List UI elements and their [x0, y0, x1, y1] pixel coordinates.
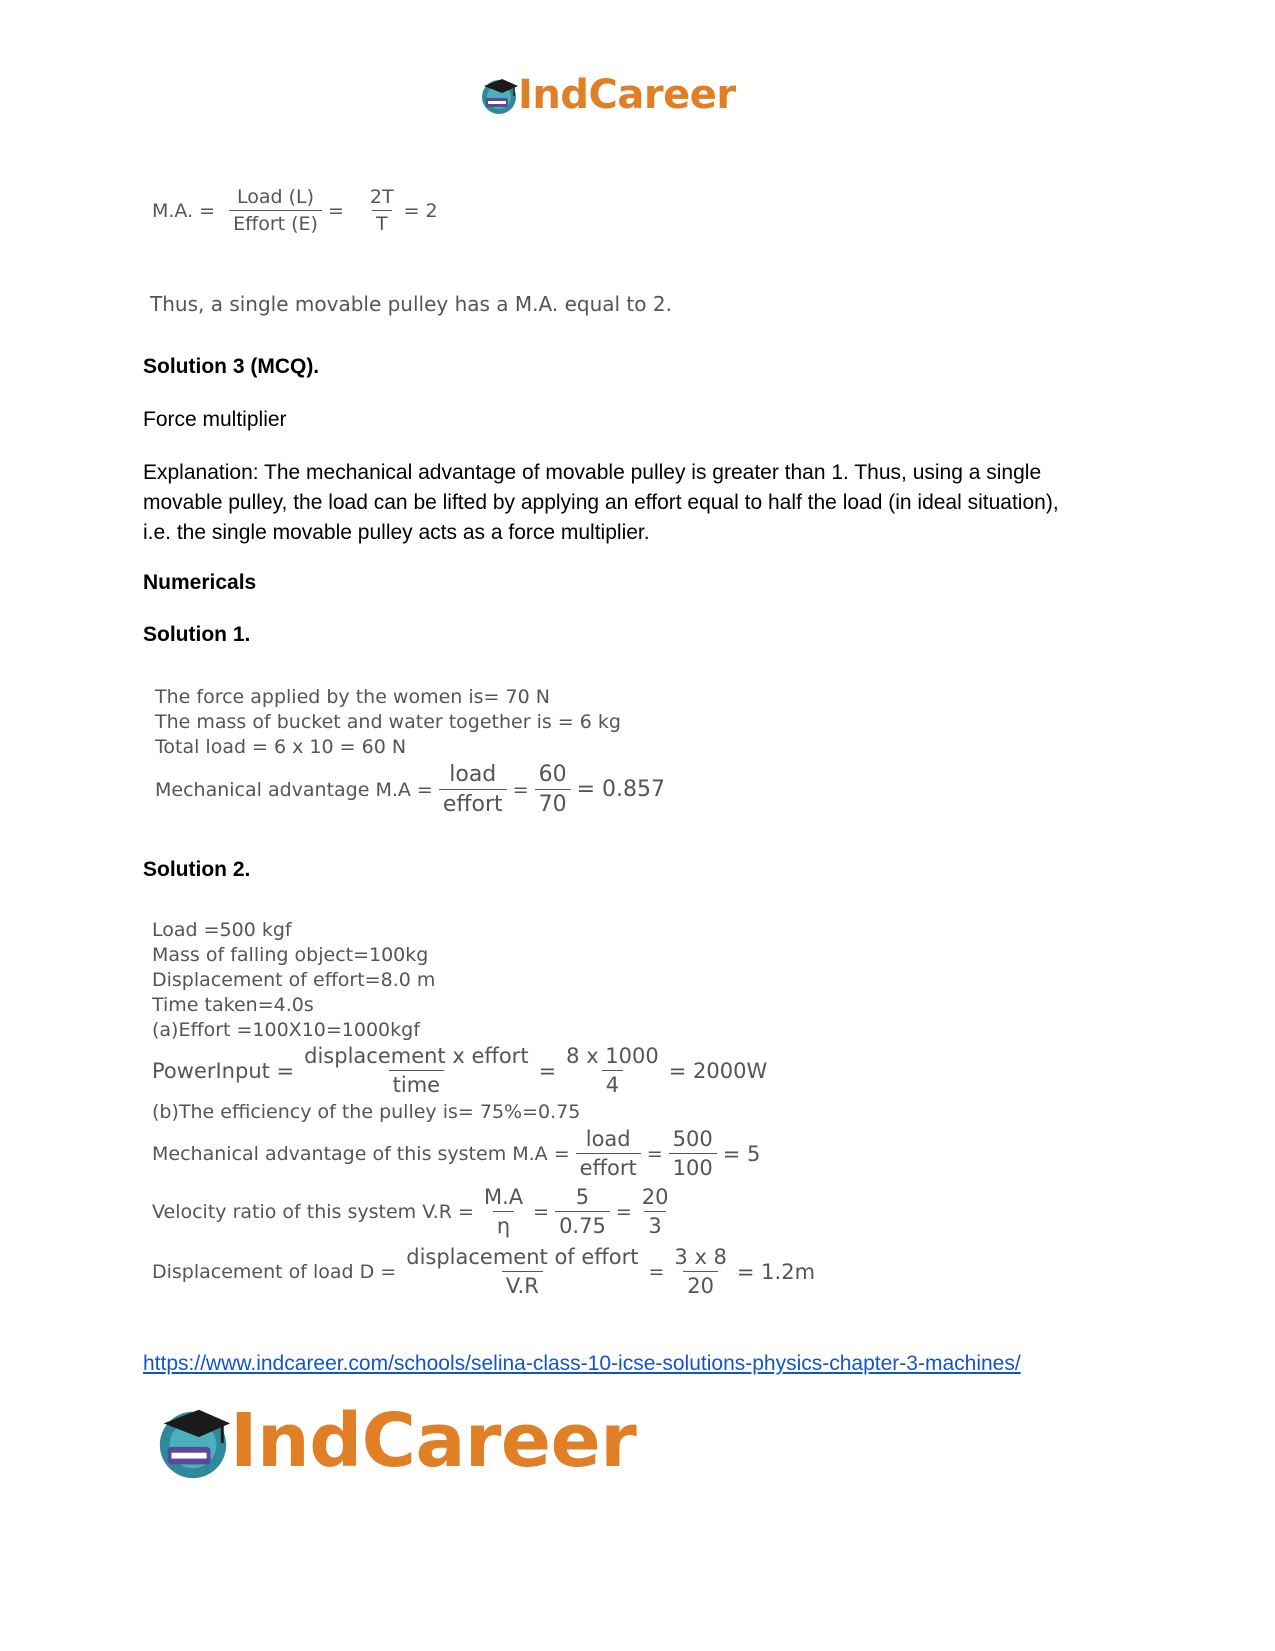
result: = 0.857 [576, 777, 666, 802]
fraction [669, 1127, 717, 1180]
numerator: 3 x 8 [674, 1245, 727, 1269]
result: = 1.2m [736, 1259, 816, 1284]
displacement-of-load-equation [152, 1245, 815, 1298]
footer-link[interactable]: https://www.indcareer.com/schools/selina-class-10-icse-solutions-physics-chapter-3-machines/ [143, 1352, 1021, 1375]
thus-line: Thus, a single movable pulley has a M.A. equal to 2. [150, 292, 672, 316]
denominator: 70 [535, 789, 571, 817]
fraction [555, 1185, 610, 1238]
numerator: 5 [575, 1185, 590, 1209]
numerator: displacement of effort [406, 1245, 639, 1269]
ma-equation [152, 186, 438, 235]
numerator: 60 [538, 762, 567, 787]
denominator: η [493, 1211, 514, 1238]
fraction [300, 1044, 532, 1097]
numerator: Load (L) [237, 186, 315, 208]
denominator: V.R [502, 1271, 543, 1298]
numerator: M.A [483, 1185, 524, 1209]
fraction [670, 1245, 731, 1298]
denominator: 100 [669, 1153, 717, 1180]
denominator: Effort (E) [229, 210, 322, 235]
given-line: Mass of falling object=100kg [152, 944, 429, 966]
given-line: Time taken=4.0s [152, 994, 314, 1016]
given-line: Total load = 6 x 10 = 60 N [155, 736, 407, 758]
eq-label: Mechanical advantage M.A = [155, 778, 433, 801]
denominator: 3 [644, 1211, 665, 1238]
fraction [366, 186, 398, 235]
fraction [562, 1044, 663, 1097]
fraction [229, 186, 322, 235]
eq-label: Displacement of load D = [152, 1260, 397, 1283]
numericals-heading: Numericals [143, 571, 257, 594]
result: = 2 [403, 199, 438, 222]
denominator: effort [439, 789, 507, 817]
fraction [402, 1245, 642, 1298]
equals: = [538, 1058, 557, 1083]
solution-2-heading: Solution 2. [143, 858, 251, 881]
logo-text: IndCareer [518, 72, 736, 118]
ma-system-equation [152, 1127, 760, 1180]
fraction [439, 762, 507, 817]
eq-label: M.A. = [152, 199, 216, 222]
power-input-equation [152, 1044, 767, 1097]
denominator: T [372, 210, 392, 235]
numerator: 20 [641, 1185, 669, 1209]
given-line: Displacement of effort=8.0 m [152, 969, 436, 991]
given-line: The mass of bucket and water together is = 6 kg [155, 711, 621, 733]
denominator: 4 [602, 1070, 623, 1097]
solution-1-ma-equation [155, 762, 665, 817]
equals: = [533, 1200, 550, 1223]
numerator: load [585, 1127, 631, 1151]
result: = 5 [722, 1141, 761, 1166]
denominator: 20 [683, 1271, 718, 1298]
denominator: time [389, 1070, 444, 1097]
solution-3-heading: Solution 3 (MCQ). [143, 355, 320, 378]
eq-label: Velocity ratio of this system V.R = [152, 1200, 474, 1223]
eq-label: Mechanical advantage of this system M.A = [152, 1142, 570, 1165]
given-line: The force applied by the women is= 70 N [155, 686, 550, 708]
footer-logo [152, 1398, 636, 1484]
given-line: (a)Effort =100X10=1000kgf [152, 1019, 420, 1041]
fraction [576, 1127, 641, 1180]
solution-1-heading: Solution 1. [143, 623, 251, 646]
solution-3-answer: Force multiplier [143, 408, 287, 431]
denominator: 0.75 [555, 1211, 610, 1238]
graduation-cap-globe-icon [152, 1400, 234, 1482]
equals: = [648, 1260, 665, 1283]
logo-text: IndCareer [230, 1398, 637, 1484]
equals: = [615, 1200, 632, 1223]
velocity-ratio-equation [152, 1185, 678, 1238]
fraction [535, 762, 571, 817]
solution-3-explanation: Explanation: The mechanical advantage of movable pulley is greater than 1. Thus, using a single movable pulley, the load can be lifted by applying an effort equal to half the load (in ideal situation), i.e. the single movable pulley acts as a force multiplier. [143, 461, 1059, 544]
equals: = [512, 778, 529, 801]
numerator: 8 x 1000 [566, 1044, 659, 1068]
solution-2-given [152, 918, 435, 1043]
equals: = [327, 199, 344, 222]
eq-label: PowerInput = [152, 1058, 295, 1083]
numerator: load [449, 762, 497, 787]
solution-1-body [155, 685, 621, 760]
given-line: Load =500 kgf [152, 919, 292, 941]
fraction [480, 1185, 527, 1238]
numerator: 2T [369, 186, 394, 208]
fraction [638, 1185, 673, 1238]
numerator: displacement x effort [304, 1044, 529, 1068]
numerator: 500 [672, 1127, 713, 1151]
result: = 2000W [668, 1058, 768, 1083]
efficiency-line: (b)The efficiency of the pulley is= 75%=0.75 [152, 1101, 581, 1123]
graduation-cap-globe-icon [478, 74, 520, 116]
equals: = [646, 1142, 663, 1165]
header-logo [478, 72, 736, 118]
denominator: effort [576, 1153, 641, 1180]
